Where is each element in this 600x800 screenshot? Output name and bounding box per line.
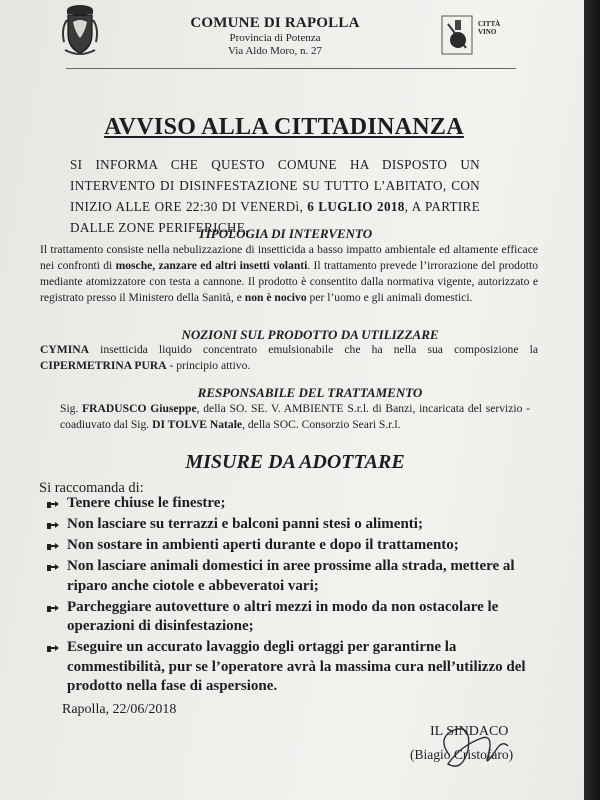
list-item-text: Parcheggiare autovetture o altri mezzi in modo da non ostacolare le operazioni di disinfestazione; [67,598,499,634]
page-edge-shadow [584,0,600,800]
hand-pointer-icon [47,561,60,573]
nozioni-heading: NOZIONI SUL PRODOTTO DA UTILIZZARE [181,327,439,342]
letterhead [0,0,584,72]
tipologia-heading: TIPOLOGIA DI INTERVENTO [197,226,373,241]
responsabile-heading: RESPONSABILE DEL TRATTAMENTO [197,385,423,400]
list-item-text: Non lasciare su terrazzi e balconi panni stesi o alimenti; [67,516,423,532]
list-item-text: Non sostare in ambienti aperti durante e dopo il trattamento; [67,537,459,553]
hand-pointer-icon [47,519,60,531]
logo-text: CITTÀ VINO [478,20,501,36]
hand-pointer-icon [47,498,60,510]
responsabile-bold-2: DI TOLVE Natale [152,418,243,431]
tipologia-text [40,242,538,306]
tipologia-text-3: per l’uomo e gli animali domestici. [306,291,473,304]
responsabile-bold-1: FRADUSCO Giuseppe [82,402,197,415]
intro-text: SI INFORMA CHE QUESTO COMUNE HA DISPOSTO UN INTERVENTO DI DISINFESTAZIONE SU TUTTO L’ABITATO, CON INIZIO ALLE ORE 22:30 DI VENERDì, [70,157,480,214]
misure-list [45,494,555,698]
handwritten-signature [432,716,522,778]
responsabile-text-3: , della SOC. Consorzio Seari S.r.l. [242,418,401,431]
responsabile-text-2: , della SO. SE. V. AMBIENTE S.r.l. di Banzi, incaricata del servizio - coadiuvato dal Sig. [60,402,531,431]
tipologia-bold-1: mosche, zanzare ed altri insetti volanti [115,259,308,272]
misure-intro: Si raccomanda di: [39,480,144,496]
hand-pointer-icon [47,540,60,552]
citta-del-vino-logo-icon [440,14,512,56]
signer-name: (Biagio Cristofaro) [410,747,514,762]
nozioni-text-2: - principio attivo. [166,359,251,372]
nozioni-bold-1: CYMINA [40,343,89,356]
list-item-text: Non lasciare animali domestici in aree prossime alla strada, mettere al riparo anche ciotole e abbeveratoi vari; [67,558,515,594]
notice-title: AVVISO ALLA CITTADINANZA [104,114,464,140]
municipality-address: Via Aldo Moro, n. 27 [227,45,323,57]
tipologia-bold-2: non è nocivo [244,291,307,304]
list-item [45,494,555,514]
province-name: Provincia di Potenza [229,32,321,44]
header-divider [66,68,516,69]
list-item [45,638,555,697]
intro-text-end: , A PARTIRE DALLE ZONE PERIFERICHE. [70,199,480,235]
place-and-date: Rapolla, 22/06/2018 [62,702,177,717]
list-item-text: Tenere chiuse le finestre; [67,495,226,511]
signer-title: IL SINDACO [430,724,509,739]
tipologia-text-1: Il trattamento consiste nella nebulizzazione di insetticida a basso impatto ambientale ed altamente efficace nei confronti di [40,243,538,272]
responsabile-text-1: Sig. [60,402,83,415]
municipality-name: COMUNE DI RAPOLLA [190,15,360,31]
tipologia-text-2: . Il trattamento prevede l’irrorazione del prodotto mediante atomizzatore con testa a cannone. Il prodotto è consentito dalla normativa vigente, autorizzato e registrato presso il Ministero della Sanità, e [40,259,539,304]
nozioni-text-1: insetticida liquido concentrato emulsionabile che ha nella sua composizione la [88,343,538,356]
list-item [45,557,555,596]
list-item-text: Eseguire un accurato lavaggio degli ortaggi per garantirne la commestibilità, pur se l’operatore avrà la massima cura nell’utilizzo del prodotto nella fase di aspersione. [67,639,526,694]
list-item [45,515,555,535]
intro-date: 6 LUGLIO 2018 [307,199,405,214]
hand-pointer-icon [47,602,60,614]
hand-pointer-icon [47,642,60,654]
list-item [45,598,555,637]
nozioni-text [40,342,538,374]
list-item [45,536,555,556]
nozioni-bold-2: CIPERMETRINA PURA [40,359,167,372]
coat-of-arms-icon [55,2,105,58]
misure-heading: MISURE DA ADOTTARE [185,451,405,473]
responsabile-text [60,401,530,433]
